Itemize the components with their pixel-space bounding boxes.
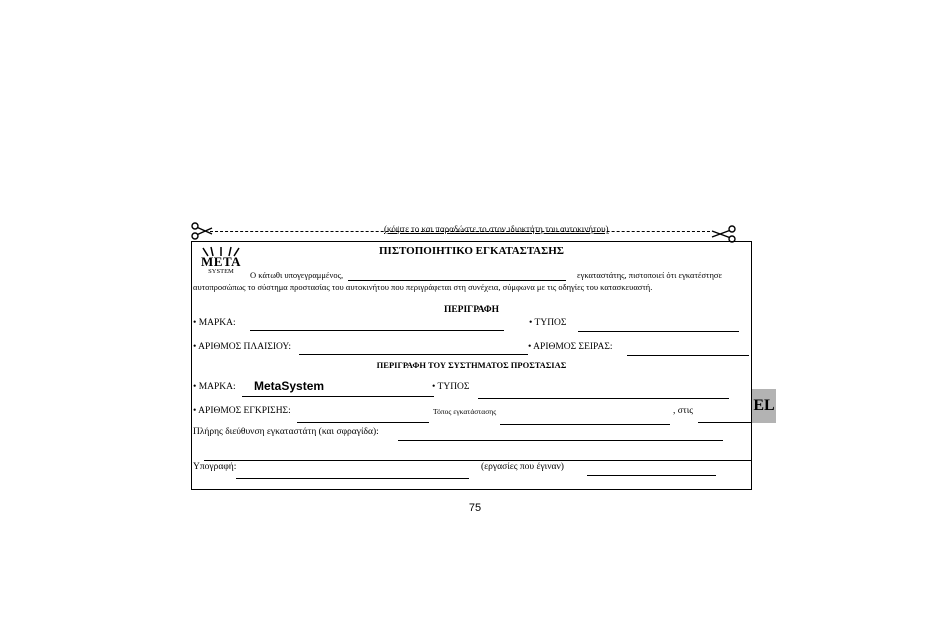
installation-place-label: Τόπος εγκατάστασης (433, 407, 497, 416)
work-done-field[interactable] (587, 475, 716, 476)
approval-number-label: • ΑΡΙΘΜΟΣ ΕΓΚΡΙΣΗΣ: (193, 406, 291, 416)
system-heading: ΠΕΡΙΓΡΑΦΗ ΤΟΥ ΣΥΣΤΗΜΑΤΟΣ ΠΡΟΣΤΑΣΙΑΣ (376, 360, 567, 370)
intro-text-end: εγκαταστάτης, πιστοποιεί ότι εγκατέστησε (577, 270, 723, 280)
chassis-number-label: • ΑΡΙΘΜΟΣ ΠΛΑΙΣΙΟΥ: (193, 342, 292, 352)
installation-date-field[interactable] (698, 422, 751, 423)
work-done-label: (εργασίες που έγιναν) (481, 462, 564, 472)
installer-address-field[interactable] (398, 440, 723, 441)
vehicle-brand-field[interactable] (250, 330, 504, 331)
signature-label: Υπογραφή: (193, 462, 237, 472)
serial-number-label: • ΑΡΙΘΜΟΣ ΣΕΙΡΑΣ: (528, 342, 613, 352)
metasystem-logo: META SYSTEM (201, 246, 241, 276)
system-type-field[interactable] (478, 398, 729, 399)
page-number: 75 (468, 502, 482, 514)
installer-name-field[interactable] (348, 280, 566, 281)
intro-text-start: Ο κάτωθι υπογεγραμμένος, (250, 270, 344, 280)
language-tab: EL (752, 389, 776, 423)
signature-field[interactable] (236, 478, 469, 479)
system-brand-label: • ΜΑΡΚΑ: (193, 382, 236, 392)
installer-address-field-line2[interactable] (204, 460, 751, 461)
vehicle-brand-label: • ΜΑΡΚΑ: (193, 318, 236, 328)
system-type-label: • ΤΥΠΟΣ (432, 382, 470, 392)
vehicle-type-field[interactable] (578, 331, 739, 332)
approval-number-field[interactable] (297, 422, 429, 423)
installation-place-field[interactable] (500, 424, 670, 425)
certificate-title: ΠΙΣΤΟΠΟΙΗΤΙΚΟ ΕΓΚΑΤΑΣΤΑΣΗΣ (378, 245, 564, 257)
chassis-number-field[interactable] (299, 354, 528, 355)
system-brand-value: MetaSystem (254, 379, 325, 393)
system-brand-field[interactable] (242, 396, 434, 397)
installation-date-label: , στις (673, 406, 694, 416)
intro-text-line2: αυτοπροσώπως το σύστημα προστασίας του αυτοκινήτου που περιγράφεται στη συνέχεια, σύμφωνα με τις οδηγίες του κατασκευαστή. (193, 282, 653, 292)
scissors-left-icon (190, 222, 214, 240)
certificate-form (191, 241, 752, 490)
serial-number-field[interactable] (627, 355, 749, 356)
installer-address-label: Πλήρης διεύθυνση εγκαταστάτη (και σφραγίδα): (193, 427, 379, 437)
vehicle-type-label: • ΤΥΠΟΣ (529, 318, 567, 328)
cut-note: (κόψτε το και παραδώστε το στον ιδιοκτήτη του αυτοκινήτου) (384, 224, 609, 234)
description-heading: ΠΕΡΙΓΡΑΦΗ (443, 305, 500, 315)
